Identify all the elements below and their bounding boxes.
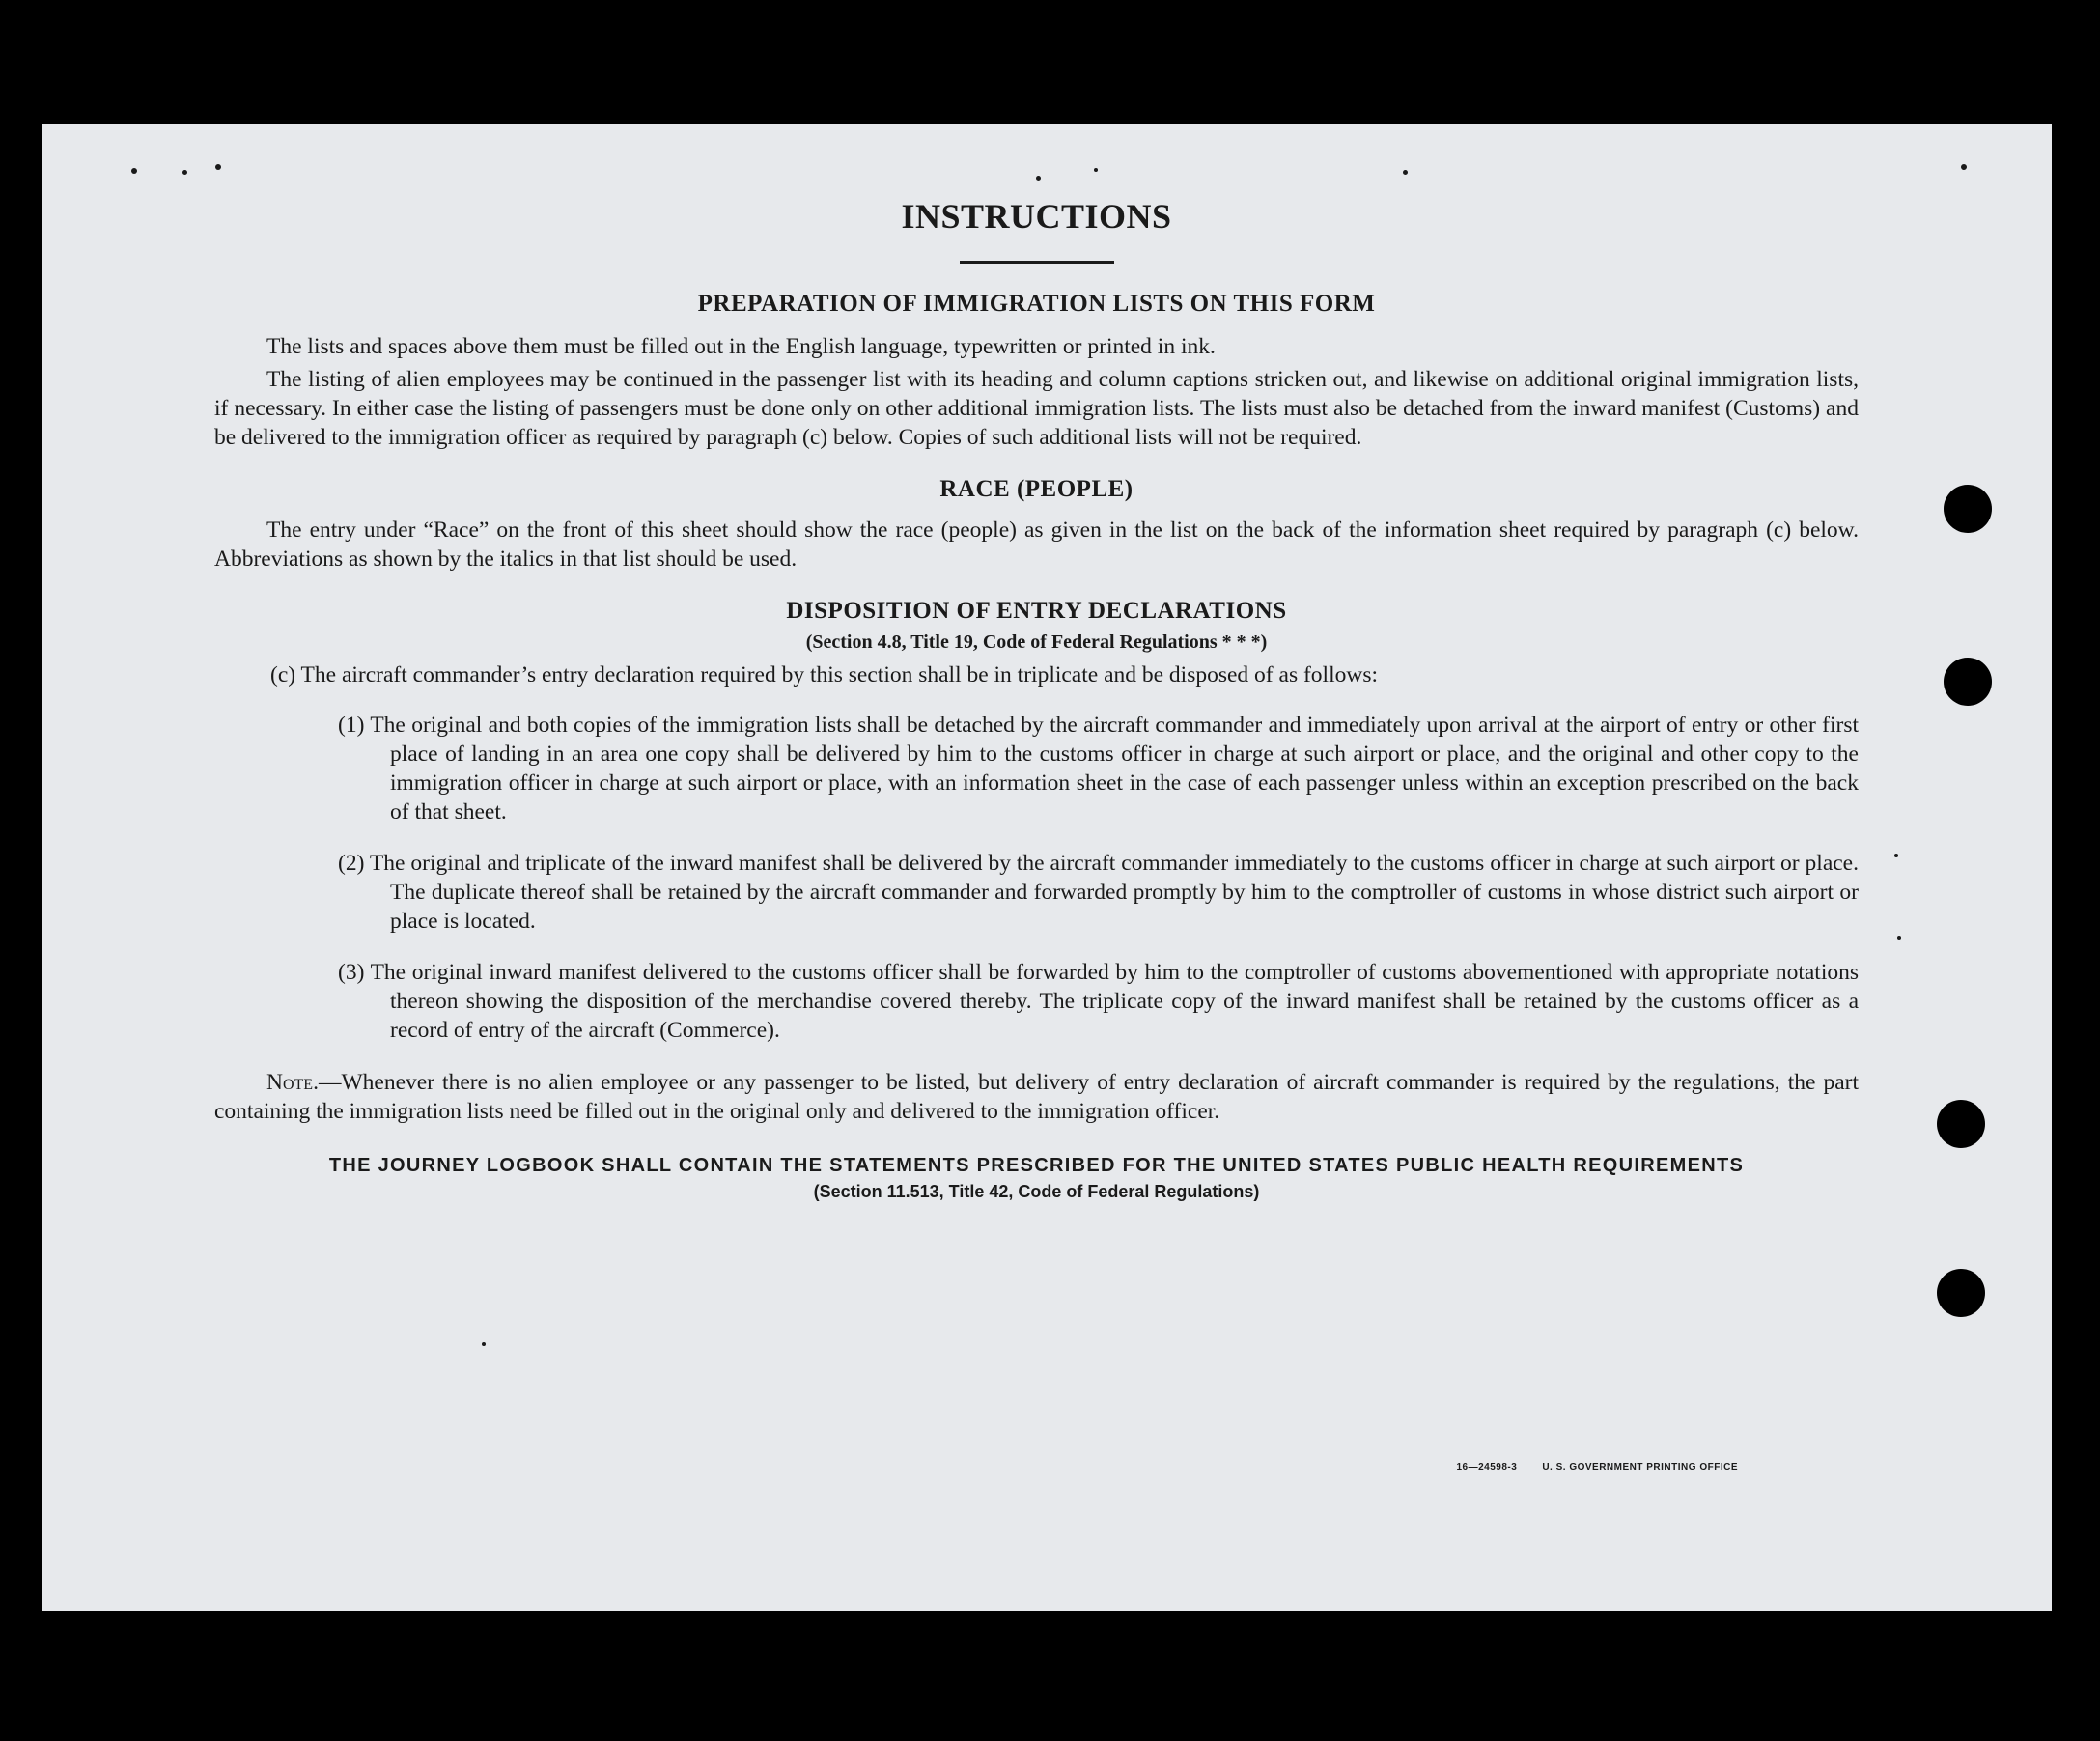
scan-speck: [1403, 170, 1408, 175]
note-paragraph: [214, 1068, 1859, 1126]
punch-hole: [1937, 1100, 1985, 1148]
heading-preparation: PREPARATION OF IMMIGRATION LISTS ON THIS FORM: [697, 291, 1376, 317]
page-title: INSTRUCTIONS: [901, 197, 1172, 236]
note-label: Note.: [266, 1070, 319, 1095]
punch-hole: [1944, 485, 1992, 533]
disposition-intro: (c) The aircraft commander’s entry declaration required by this section shall be in triplicate and be disposed of as follows:: [270, 662, 1378, 688]
scan-speck: [131, 168, 137, 174]
scan-speck: [1961, 164, 1967, 170]
printing-office-imprint: [1456, 1462, 1738, 1473]
preparation-paragraph: The lists and spaces above them must be filled out in the English language, typewritten or printed in ink.: [266, 334, 1216, 359]
scan-speck: [215, 164, 221, 170]
scan-speck: [1094, 168, 1098, 172]
scan-speck: [482, 1342, 486, 1346]
title-rule: [960, 261, 1114, 264]
disposition-item-1: (1) The original and both copies of the immigration lists shall be detached by the aircraft commander and immediately upon arrival at the airport of entry or other first place of landing in an area one copy shall be delivered by him to the customs officer in charge at such airport or place, and the original and other copy to the immigration officer in charge at such airport or place, with an information sheet in the case of each passenger unless within an exception prescribed on the back of that sheet.: [338, 713, 1859, 825]
note-text: —Whenever there is no alien employee or any passenger to be listed, but delivery of entry declaration of aircraft commander is required by the regulations, the part containing the immigration lists need be filled out in the original only and delivered to the immigration officer.: [214, 1070, 1859, 1124]
disposition-item-2: (2) The original and triplicate of the inward manifest shall be delivered by the aircraft commander immediately to the customs officer in charge at such airport or place. The duplicate thereof shall be retained by the aircraft commander and forwarded promptly by him to the comptroller of customs in whose district such airport or place is located.: [338, 851, 1859, 934]
punch-hole: [1944, 658, 1992, 706]
disposition-caption: (Section 4.8, Title 19, Code of Federal Regulations * * *): [805, 632, 1268, 653]
heading-race: RACE (PEOPLE): [939, 476, 1134, 502]
heading-disposition: DISPOSITION OF ENTRY DECLARATIONS: [786, 598, 1287, 624]
disposition-item-3: (3) The original inward manifest delivered to the customs officer shall be forwarded by him to the comptroller of customs abovementioned with appropriate notations thereon showing the disposition of the merchandise covered thereby. The triplicate copy of the inward manifest shall be retained by the customs officer as a record of entry of the aircraft (Commerce).: [338, 960, 1859, 1043]
health-caption: (Section 11.513, Title 42, Code of Federal Regulations): [813, 1182, 1260, 1201]
instructions-body: [214, 193, 1859, 1204]
scan-speck: [1036, 176, 1041, 181]
scan-speck: [1897, 936, 1901, 940]
preparation-paragraph: The listing of alien employees may be continued in the passenger list with its heading and column captions stricken out, and likewise on additional original immigration lists, if necessary. In either case the listing of passengers must be done only on other additional immigration lists. The lists must also be detached from the inward manifest (Customs) and be delivered to the immigration officer as required by paragraph (c) below. Copies of such additional lists will not be required.: [214, 367, 1859, 450]
scan-speck: [1894, 854, 1898, 857]
race-paragraph: The entry under “Race” on the front of this sheet should show the race (people) as given in the list on the back of the information sheet required by paragraph (c) below. Abbreviations as shown by the italics in that list should be used.: [214, 518, 1859, 572]
punch-hole: [1937, 1269, 1985, 1317]
scan-speck: [182, 170, 187, 175]
printer-name: U. S. GOVERNMENT PRINTING OFFICE: [1542, 1462, 1738, 1473]
health-statement: THE JOURNEY LOGBOOK SHALL CONTAIN THE STATEMENTS PRESCRIBED FOR THE UNITED STATES PUBLIC HEALTH REQUIREMENTS: [328, 1155, 1745, 1176]
form-number: 16—24598-3: [1456, 1462, 1518, 1473]
